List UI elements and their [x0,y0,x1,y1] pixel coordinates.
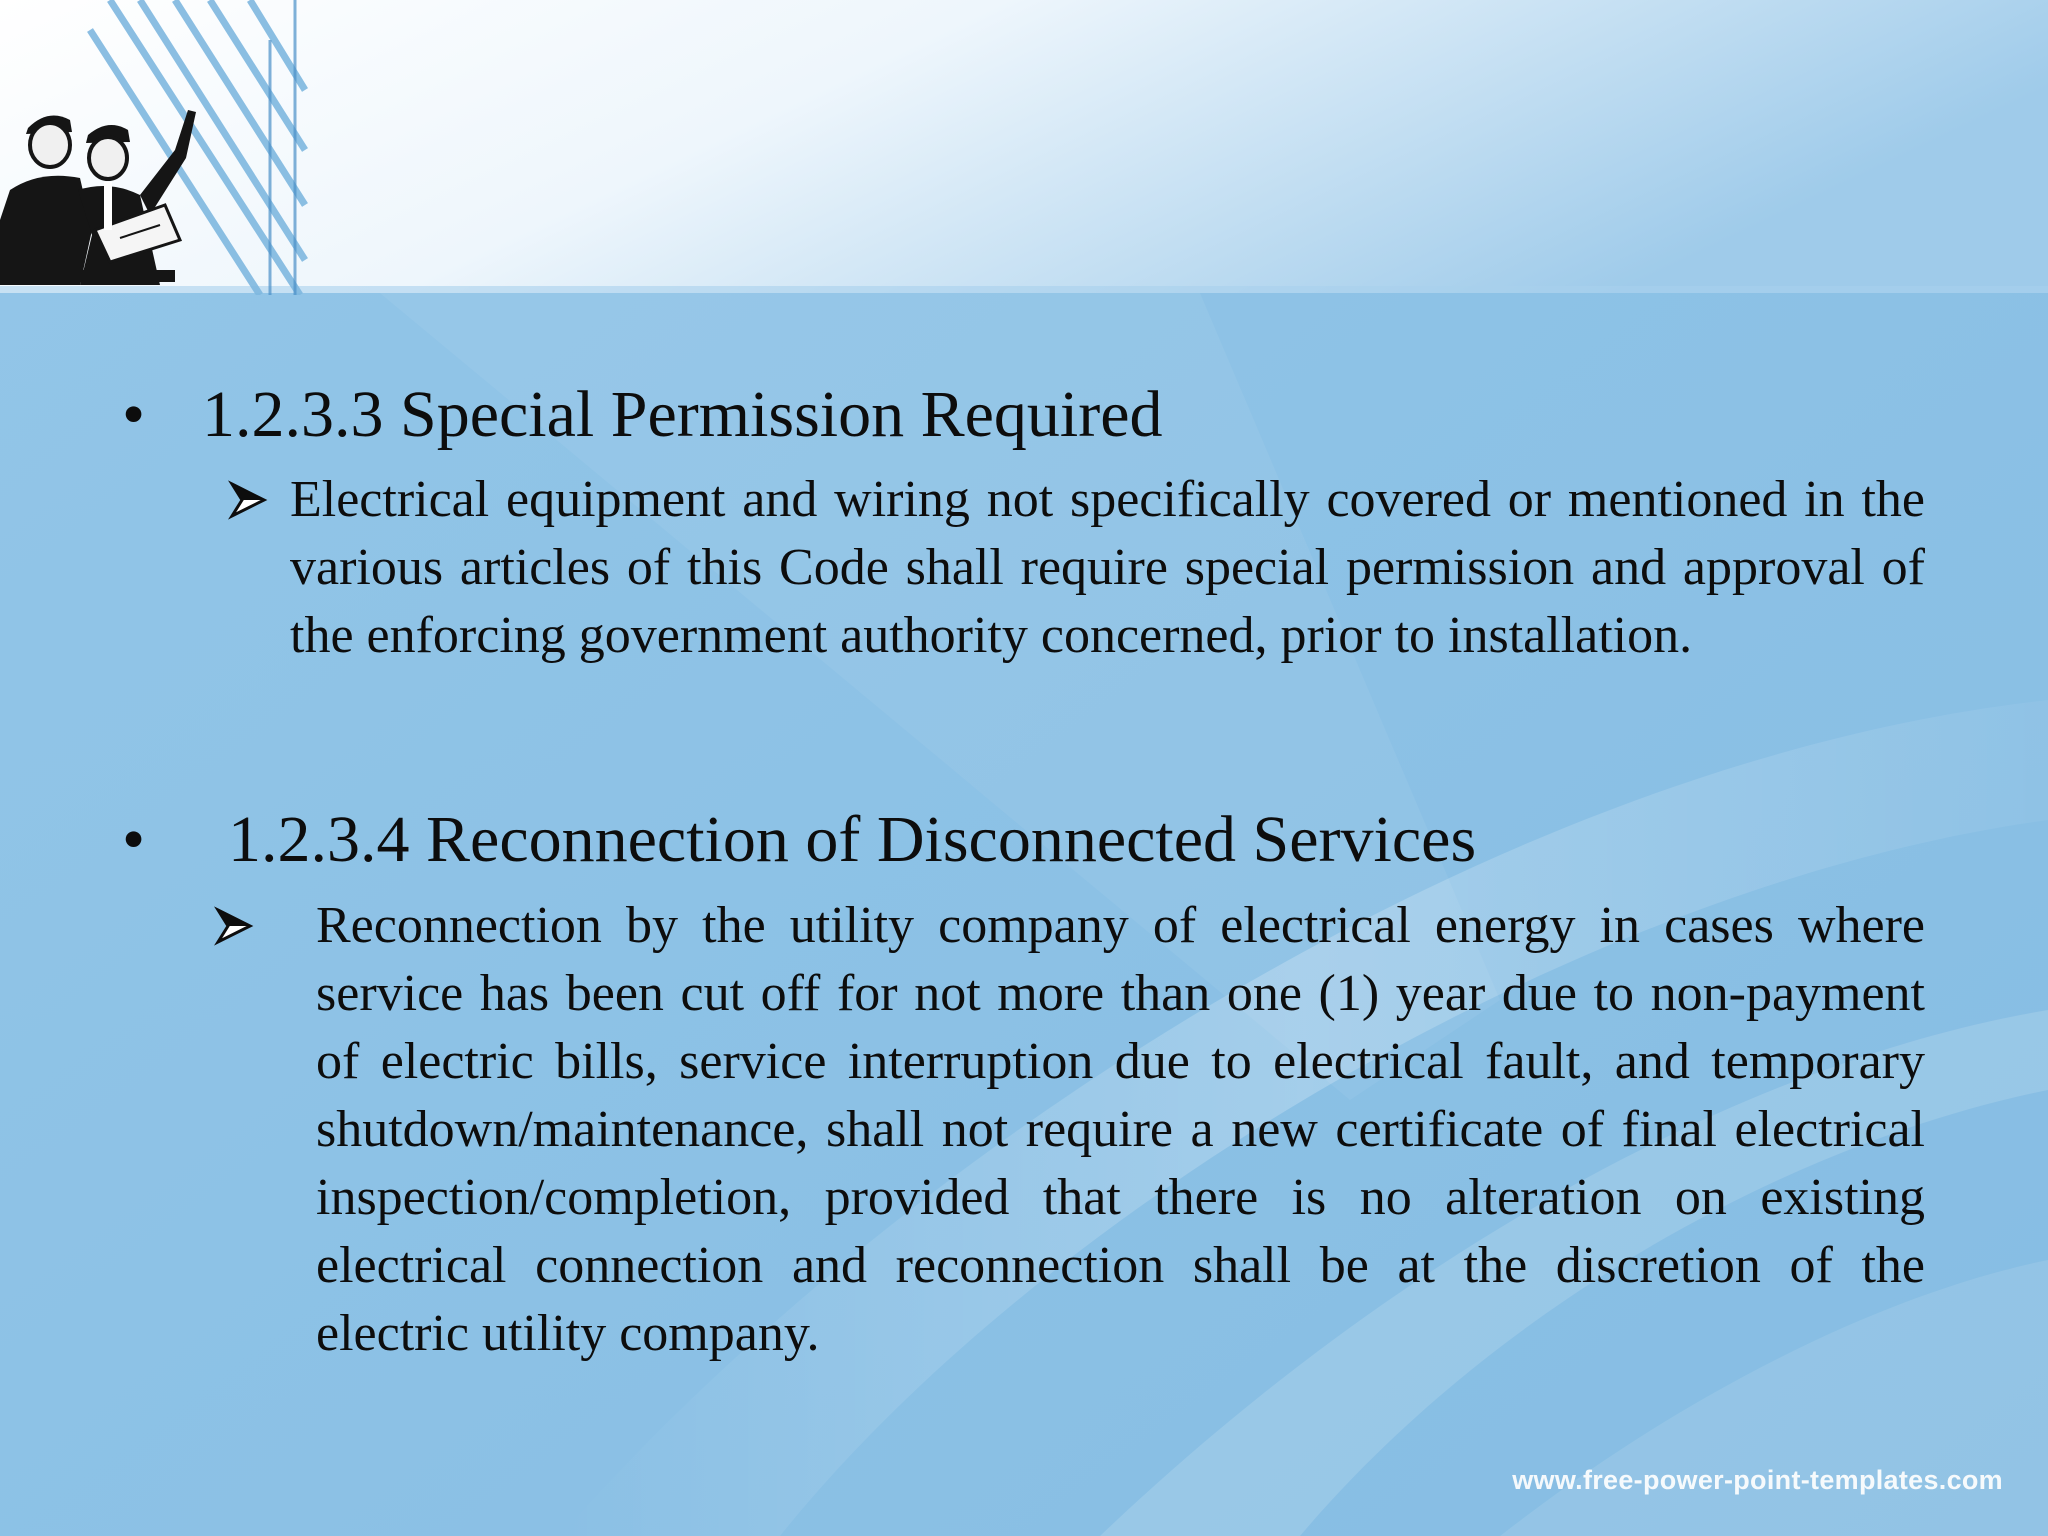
section-heading: 1.2.3.3 Special Permission Required [202,378,1163,451]
bullet-marker: • [122,803,146,876]
section-heading: 1.2.3.4 Reconnection of Disconnected Services [228,803,1477,876]
footer-website: www.free-power-point-templates.com [1512,1465,2003,1495]
section-body: Reconnection by the utility company of electrical energy in cases where service has been cut off for not more than one (1) year due to non-payment of electric bills, service interruption due to electrical fault, and temporary shutdown/maintenance, shall not require a new certificate of final electrical inspection/completion, provided that there is no alteration on existing electrical connection and reconnection shall be at the discretion of the electric utility company. [316,897,1925,1362]
bullet-marker: • [122,378,146,451]
arrow-bullet-icon [228,480,268,520]
section-body: Electrical equipment and wiring not specifically covered or mentioned in the various articles of this Code shall require special permission and approval of the enforcing government authority concerned, prior to installation. [290,471,1925,664]
arrow-bullet-icon [214,906,254,946]
